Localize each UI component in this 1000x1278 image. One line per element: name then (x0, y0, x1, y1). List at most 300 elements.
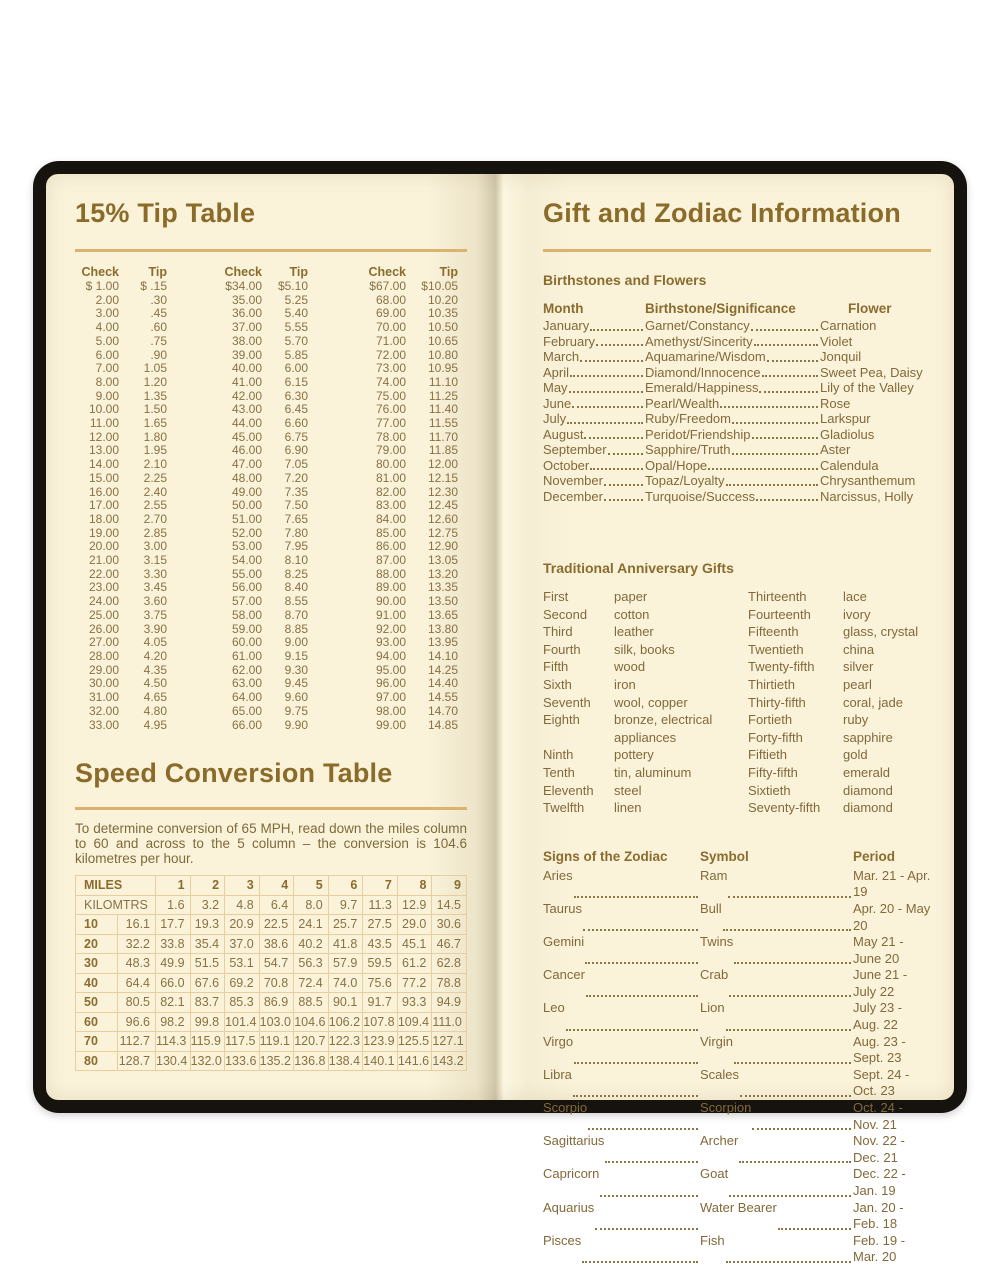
tip-cell: 13.95 (427, 635, 458, 650)
dot-leader (607, 442, 645, 458)
tip-table-row (75, 307, 467, 321)
zodiac-sign: Virgo (543, 1033, 574, 1049)
speed-table-row (76, 1051, 467, 1071)
birthstone-row (543, 442, 931, 458)
anniversary-ordinal: Fourth (543, 641, 581, 657)
tip-table-row (75, 472, 467, 486)
anniversary-ordinal: Second (543, 606, 588, 622)
kilometre-cell: 17.7 (156, 915, 191, 935)
anniversary-item (543, 746, 748, 764)
anniversary-ordinal: Sixtieth (748, 782, 791, 798)
zodiac-sign: Gemini (543, 934, 585, 950)
tip-cell: 8.70 (284, 607, 308, 622)
section-rule (75, 249, 467, 252)
kilometre-cell: 25.7 (328, 915, 363, 935)
kilometre-cell: 24.1 (294, 915, 329, 935)
tip-cell: 5.85 (284, 347, 308, 362)
kilometre-cell: 72.4 (294, 973, 329, 993)
kilometre-cell: 20.9 (225, 915, 260, 935)
tip-cell: $34.00 (225, 279, 262, 293)
birthstone-stone-cell (645, 365, 820, 381)
tip-table-row (75, 650, 467, 664)
anniversary-ordinal: Fourteenth (748, 606, 811, 622)
anniversary-item (543, 782, 748, 800)
birthstone-month: May (543, 380, 568, 395)
tip-cell: 93.00 (375, 635, 406, 650)
tip-table-row (75, 664, 467, 678)
tip-table-row (75, 390, 467, 404)
zodiac-symbol-cell (700, 1133, 853, 1166)
tip-cell: 47.00 (231, 457, 262, 472)
tip-cell: 5.40 (284, 306, 308, 321)
tip-cell: 84.00 (375, 511, 406, 526)
tip-table-row (75, 362, 467, 376)
anniversary-item (748, 694, 931, 712)
tip-cell: 8.10 (284, 553, 308, 568)
tip-cell: 32.00 (88, 703, 119, 718)
birthstone-flower: Jonquil (820, 349, 862, 364)
tip-cell: 44.00 (231, 416, 262, 431)
zodiac-row (543, 1200, 931, 1233)
anniversary-item (543, 588, 748, 606)
kilometre-cell: 82.1 (156, 993, 191, 1013)
kilometre-cell: 1.6 (156, 895, 191, 915)
anniversary-item (748, 711, 931, 729)
tip-cell: 39.00 (231, 347, 262, 362)
tip-cell: 31.00 (88, 690, 119, 705)
anniversary-item (543, 623, 748, 641)
tip-cell: 56.00 (231, 580, 262, 595)
tip-table-row (75, 486, 467, 500)
tip-cell: 46.00 (231, 443, 262, 458)
speed-table-row (76, 954, 467, 974)
tip-cell: 50.00 (231, 498, 262, 513)
tip-cell: 3.75 (143, 607, 167, 622)
anniversary-gift: bronze, electrical appliances (614, 712, 713, 745)
tip-cell: 7.95 (284, 539, 308, 554)
tip-cell: 9.90 (284, 717, 308, 732)
tip-cell: 12.60 (427, 511, 458, 526)
tip-cell: 3.45 (143, 580, 167, 595)
birthstone-flower: Narcissus, Holly (820, 488, 914, 504)
gift-zodiac-title: Gift and Zodiac Information (543, 198, 901, 228)
zodiac-symbol-cell (700, 967, 853, 1000)
birthstone-flower: Rose (820, 395, 851, 411)
birthstone-stone-cell (645, 427, 820, 443)
speed-table-title: Speed Conversion Table (75, 758, 393, 789)
tip-cell: 60.00 (231, 635, 262, 650)
zodiac-symbol-cell (700, 1100, 853, 1133)
zodiac-sign-cell (543, 1034, 700, 1067)
tip-cell: 98.00 (375, 703, 406, 718)
kilometre-cell: 45.1 (397, 934, 432, 954)
zodiac-symbol: Virgin (700, 1033, 734, 1049)
tip-cell: 6.15 (284, 374, 308, 389)
dot-leader (571, 396, 645, 412)
tip-cell: 63.00 (231, 676, 262, 691)
kilometre-cell: 115.9 (190, 1032, 225, 1052)
tip-cell: 82.00 (375, 484, 406, 499)
miles-tens-label: 50 (76, 993, 118, 1013)
birthstone-stone-cell (645, 442, 820, 458)
zodiac-rows (543, 868, 931, 1266)
tip-cell: 30.00 (88, 676, 119, 691)
anniversary-item (748, 746, 931, 764)
dot-leader (739, 1067, 853, 1100)
tip-cell: 12.75 (427, 525, 458, 540)
zodiac-row (543, 1100, 931, 1133)
kilometre-cell: 22.5 (259, 915, 294, 935)
mile-digit-header: 4 (259, 876, 294, 896)
dot-leader (725, 1233, 853, 1266)
kilometre-cell: 64.4 (118, 973, 156, 993)
kilometre-cell: 78.8 (432, 973, 467, 993)
birthstone-significance: Sapphire/Truth (645, 442, 731, 457)
zodiac-period: Nov. 22 - Dec. 21 (853, 1133, 905, 1165)
kilometre-cell: 19.3 (190, 915, 225, 935)
anniversary-item (543, 641, 748, 659)
mile-digit-header: 9 (432, 876, 467, 896)
anniversary-columns (543, 588, 931, 817)
tip-cell: 87.00 (375, 553, 406, 568)
birthstone-stone-cell (645, 349, 820, 365)
tip-cell: 5.70 (284, 333, 308, 348)
tip-cell: 9.60 (284, 690, 308, 705)
zodiac-column-headers (543, 849, 931, 864)
birthstone-month: August (543, 426, 584, 442)
tip-cell: 81.00 (375, 470, 406, 485)
tip-cell: 11.55 (428, 416, 458, 431)
tip-cell: 3.00 (143, 539, 167, 554)
dot-leader (761, 365, 820, 381)
dot-leader (582, 901, 700, 934)
tip-cell: 99.00 (375, 717, 406, 732)
birthstone-significance: Amethyst/Sincerity (645, 333, 753, 349)
anniversary-gift: emerald (843, 764, 890, 780)
tip-cell: 12.00 (88, 429, 119, 444)
kilometre-cell: 30.6 (432, 915, 467, 935)
dot-leader (604, 1133, 700, 1166)
tip-cell: 2.40 (143, 484, 167, 499)
tip-cell: 10.00 (88, 402, 119, 417)
zodiac-symbol-cell (700, 934, 853, 967)
dot-leader (579, 349, 645, 365)
anniversary-gift: gold (843, 747, 868, 763)
zodiac-symbol: Twins (700, 934, 734, 950)
birthstones-heading: Birthstones and Flowers (543, 272, 707, 288)
zodiac-period: June 21 - July 22 (853, 967, 908, 999)
kilometre-cell: 43.5 (363, 934, 398, 954)
zodiac-row (543, 1133, 931, 1166)
section-rule (543, 249, 931, 252)
tip-cell: 52.00 (231, 525, 262, 540)
birthstone-month: October (543, 457, 590, 473)
anniversary-item (543, 694, 748, 712)
anniversary-ordinal: Eleventh (543, 782, 594, 798)
tip-cell: 7.35 (284, 484, 308, 499)
anniversary-item (543, 711, 748, 746)
tip-cell: 2.10 (143, 457, 167, 472)
speed-header-row (76, 876, 467, 896)
tip-cell: 14.40 (427, 676, 458, 691)
tip-cell: 9.00 (95, 388, 119, 403)
tip-cell: 68.00 (375, 292, 406, 307)
miles-tens-label: 70 (76, 1032, 118, 1052)
tip-cell: 40.00 (231, 361, 262, 376)
zodiac-sign: Taurus (543, 900, 583, 916)
tip-cell: 9.75 (284, 703, 308, 718)
birthstone-flower: Lily of the Valley (820, 380, 914, 395)
anniversary-ordinal: Fifth (543, 659, 569, 675)
anniversary-ordinal: Thirtieth (748, 676, 795, 692)
tip-cell: 14.55 (427, 690, 458, 705)
planner-book-cover (33, 161, 967, 1265)
anniversary-item (543, 764, 748, 782)
tip-cell: 96.00 (375, 676, 406, 691)
tip-cell: 7.20 (284, 470, 308, 485)
birthstone-row (543, 458, 931, 474)
birthstone-month-cell (543, 396, 645, 412)
birthstone-month: June (543, 395, 572, 411)
tip-cell: 6.30 (284, 388, 308, 403)
anniversary-item (543, 676, 748, 694)
tip-cell: 14.85 (427, 717, 458, 732)
anniversary-ordinal: Seventy-fifth (748, 800, 821, 816)
tip-cell: 6.75 (284, 429, 308, 444)
mile-digit-header: 1 (156, 876, 191, 896)
dot-leader (727, 868, 853, 901)
birthstone-stone-cell (645, 458, 820, 474)
anniversary-gift: steel (614, 782, 642, 798)
kilometre-cell: 33.8 (156, 934, 191, 954)
birthstones-rows (543, 318, 931, 504)
anniversary-gift: diamond (843, 800, 893, 816)
kilometre-cell: 14.5 (432, 895, 467, 915)
zodiac-sign: Sagittarius (543, 1133, 605, 1149)
dot-leader (589, 318, 645, 334)
tip-table-row (75, 513, 467, 527)
kilometres-row (76, 895, 467, 915)
birthstone-month: March (543, 349, 580, 364)
tip-cell: 45.00 (231, 429, 262, 444)
kilometre-cell: 11.3 (363, 895, 398, 915)
dot-leader (722, 901, 853, 934)
kilometre-cell: 74.0 (328, 973, 363, 993)
anniversary-ordinal: Thirteenth (748, 589, 807, 604)
tip-cell: 3.60 (143, 594, 167, 609)
tip-table-row (75, 527, 467, 541)
tip-cell: 1.35 (143, 388, 167, 403)
tip-cell: 10.20 (427, 292, 458, 307)
anniversary-gift: china (843, 641, 875, 657)
mile-digit-header: 5 (294, 876, 329, 896)
anniversary-gift: pottery (614, 747, 654, 763)
speed-table-row (76, 1032, 467, 1052)
zodiac-row (543, 934, 931, 967)
anniversary-item (748, 782, 931, 800)
section-rule (75, 807, 467, 810)
anniversary-gift: silver (843, 659, 874, 675)
tip-cell: .75 (150, 333, 167, 348)
dot-leader (585, 967, 700, 1000)
kilometre-cell: 48.3 (118, 954, 156, 974)
tip-cell: 8.00 (95, 374, 119, 389)
tip-cell: 35.00 (231, 292, 262, 307)
dot-leader (581, 1233, 700, 1266)
dot-leader (583, 427, 645, 443)
kilometre-cell: 109.4 (397, 1012, 432, 1032)
tip-cell: 3.90 (143, 621, 167, 636)
dot-leader (753, 334, 820, 350)
tip-cell: 16.00 (88, 484, 119, 499)
dot-leader (738, 1133, 853, 1166)
dot-leader (569, 365, 645, 381)
anniversary-gift: ivory (843, 606, 871, 622)
birthstone-month-cell (543, 349, 645, 365)
kilometre-cell: 94.9 (432, 993, 467, 1013)
tip-table-row (75, 444, 467, 458)
dot-leader (587, 1100, 700, 1133)
kilometre-cell: 83.7 (190, 993, 225, 1013)
anniversary-right-column (748, 588, 931, 817)
dot-leader (731, 442, 820, 458)
speed-table-row (76, 934, 467, 954)
anniversary-ordinal: Fortieth (748, 712, 793, 728)
tip-table-row (75, 376, 467, 390)
kilometre-cell: 62.8 (432, 954, 467, 974)
birthstone-column-header: Birthstone/Significance (645, 301, 796, 316)
dot-leader (750, 318, 820, 334)
anniversary-ordinal: Ninth (543, 747, 574, 763)
tip-cell: 24.00 (88, 594, 119, 609)
birthstone-month-cell (543, 489, 645, 505)
zodiac-row (543, 1034, 931, 1067)
zodiac-sign-cell (543, 1067, 700, 1100)
kilometre-cell: 101.4 (225, 1012, 260, 1032)
zodiac-symbol: Goat (700, 1166, 729, 1182)
tip-cell: 11.25 (428, 388, 458, 403)
tip-cell: 29.00 (88, 662, 119, 677)
birthstone-month-cell (543, 473, 645, 489)
tip-cell: 6.00 (95, 347, 119, 362)
tip-cell: 57.00 (231, 594, 262, 609)
tip-column-header: Tip (148, 265, 167, 279)
tip-cell: 26.00 (88, 621, 119, 636)
tip-cell: 49.00 (231, 484, 262, 499)
dot-leader (594, 1200, 700, 1233)
zodiac-row (543, 967, 931, 1000)
tip-table-row (75, 335, 467, 349)
tip-cell: 14.70 (427, 703, 458, 718)
kilometre-cell: 54.7 (259, 954, 294, 974)
zodiac-symbol: Scorpion (700, 1100, 752, 1116)
dot-leader (751, 1100, 853, 1133)
tip-column-header: Check (81, 265, 119, 279)
anniversary-gift: leather (614, 624, 654, 640)
tip-cell: 77.00 (375, 416, 406, 431)
birthstone-month-cell (543, 365, 645, 381)
zodiac-sign: Libra (543, 1066, 572, 1082)
birthstone-row (543, 411, 931, 427)
zodiac-symbol: Water Bearer (700, 1199, 777, 1215)
dot-leader (733, 934, 853, 967)
tip-table-row (75, 431, 467, 445)
zodiac-period: Sept. 24 - Oct. 23 (853, 1066, 910, 1099)
dot-leader (603, 489, 645, 505)
kilometre-cell: 56.3 (294, 954, 329, 974)
anniversary-item (748, 799, 931, 817)
kilometre-cell: 132.0 (190, 1051, 225, 1071)
zodiac-symbol-cell (700, 1067, 853, 1100)
tip-cell: 3.30 (143, 566, 167, 581)
tip-column-header: Tip (439, 265, 458, 279)
kilometre-cell: 128.7 (118, 1051, 156, 1071)
tip-cell: 21.00 (88, 553, 119, 568)
tip-cell: 4.80 (143, 703, 167, 718)
tip-cell: 1.05 (143, 361, 167, 376)
kilometre-cell: 70.8 (259, 973, 294, 993)
zodiac-sign: Scorpio (543, 1100, 588, 1116)
zodiac-row (543, 1067, 931, 1100)
tip-cell: 6.45 (284, 402, 308, 417)
tip-cell: .30 (150, 292, 167, 307)
anniversary-gift: diamond (843, 782, 893, 798)
tip-cell: 7.65 (284, 511, 308, 526)
zodiac-sign-cell (543, 1133, 700, 1166)
tip-cell: 2.25 (143, 470, 167, 485)
kilometre-cell: 114.3 (156, 1032, 191, 1052)
speed-table (75, 875, 467, 1071)
tip-cell: 73.00 (375, 361, 406, 376)
tip-cell: 4.50 (143, 676, 167, 691)
tip-cell: 55.00 (231, 566, 262, 581)
zodiac-sign: Pisces (543, 1232, 582, 1248)
birthstone-month: July (543, 411, 567, 426)
tip-cell: 13.65 (427, 607, 458, 622)
tip-cell: 2.00 (95, 292, 119, 307)
kilometre-cell: 122.3 (328, 1032, 363, 1052)
kilometre-cell: 93.3 (397, 993, 432, 1013)
tip-cell: 10.35 (427, 306, 458, 321)
tip-cell: 12.00 (427, 457, 458, 472)
tip-cell: 12.15 (427, 470, 458, 485)
tip-cell: 76.00 (375, 402, 406, 417)
anniversary-ordinal: Twelfth (543, 800, 585, 816)
tip-cell: 10.65 (427, 333, 458, 348)
dot-leader (568, 380, 645, 396)
tip-cell: 14.00 (88, 457, 119, 472)
dot-leader (733, 1034, 853, 1067)
tip-cell: 41.00 (231, 374, 262, 389)
birthstone-month-cell (543, 427, 645, 443)
birthstone-month: January (543, 318, 590, 333)
tip-cell: 13.20 (427, 566, 458, 581)
tip-cell: 13.50 (427, 594, 458, 609)
tip-cell: 12.45 (427, 498, 458, 513)
tip-cell: 42.00 (231, 388, 262, 403)
tip-table-row (75, 705, 467, 719)
zodiac-period: May 21 - June 20 (853, 934, 904, 966)
birthstone-month-cell (543, 334, 645, 350)
kilometre-cell: 49.9 (156, 954, 191, 974)
birthstone-row (543, 349, 931, 365)
tip-cell: 79.00 (375, 443, 406, 458)
tip-cell: 11.40 (428, 402, 458, 417)
zodiac-sign-cell (543, 934, 700, 967)
tip-cell: 13.80 (427, 621, 458, 636)
kilometre-cell: 53.1 (225, 954, 260, 974)
tip-cell: 4.35 (143, 662, 167, 677)
